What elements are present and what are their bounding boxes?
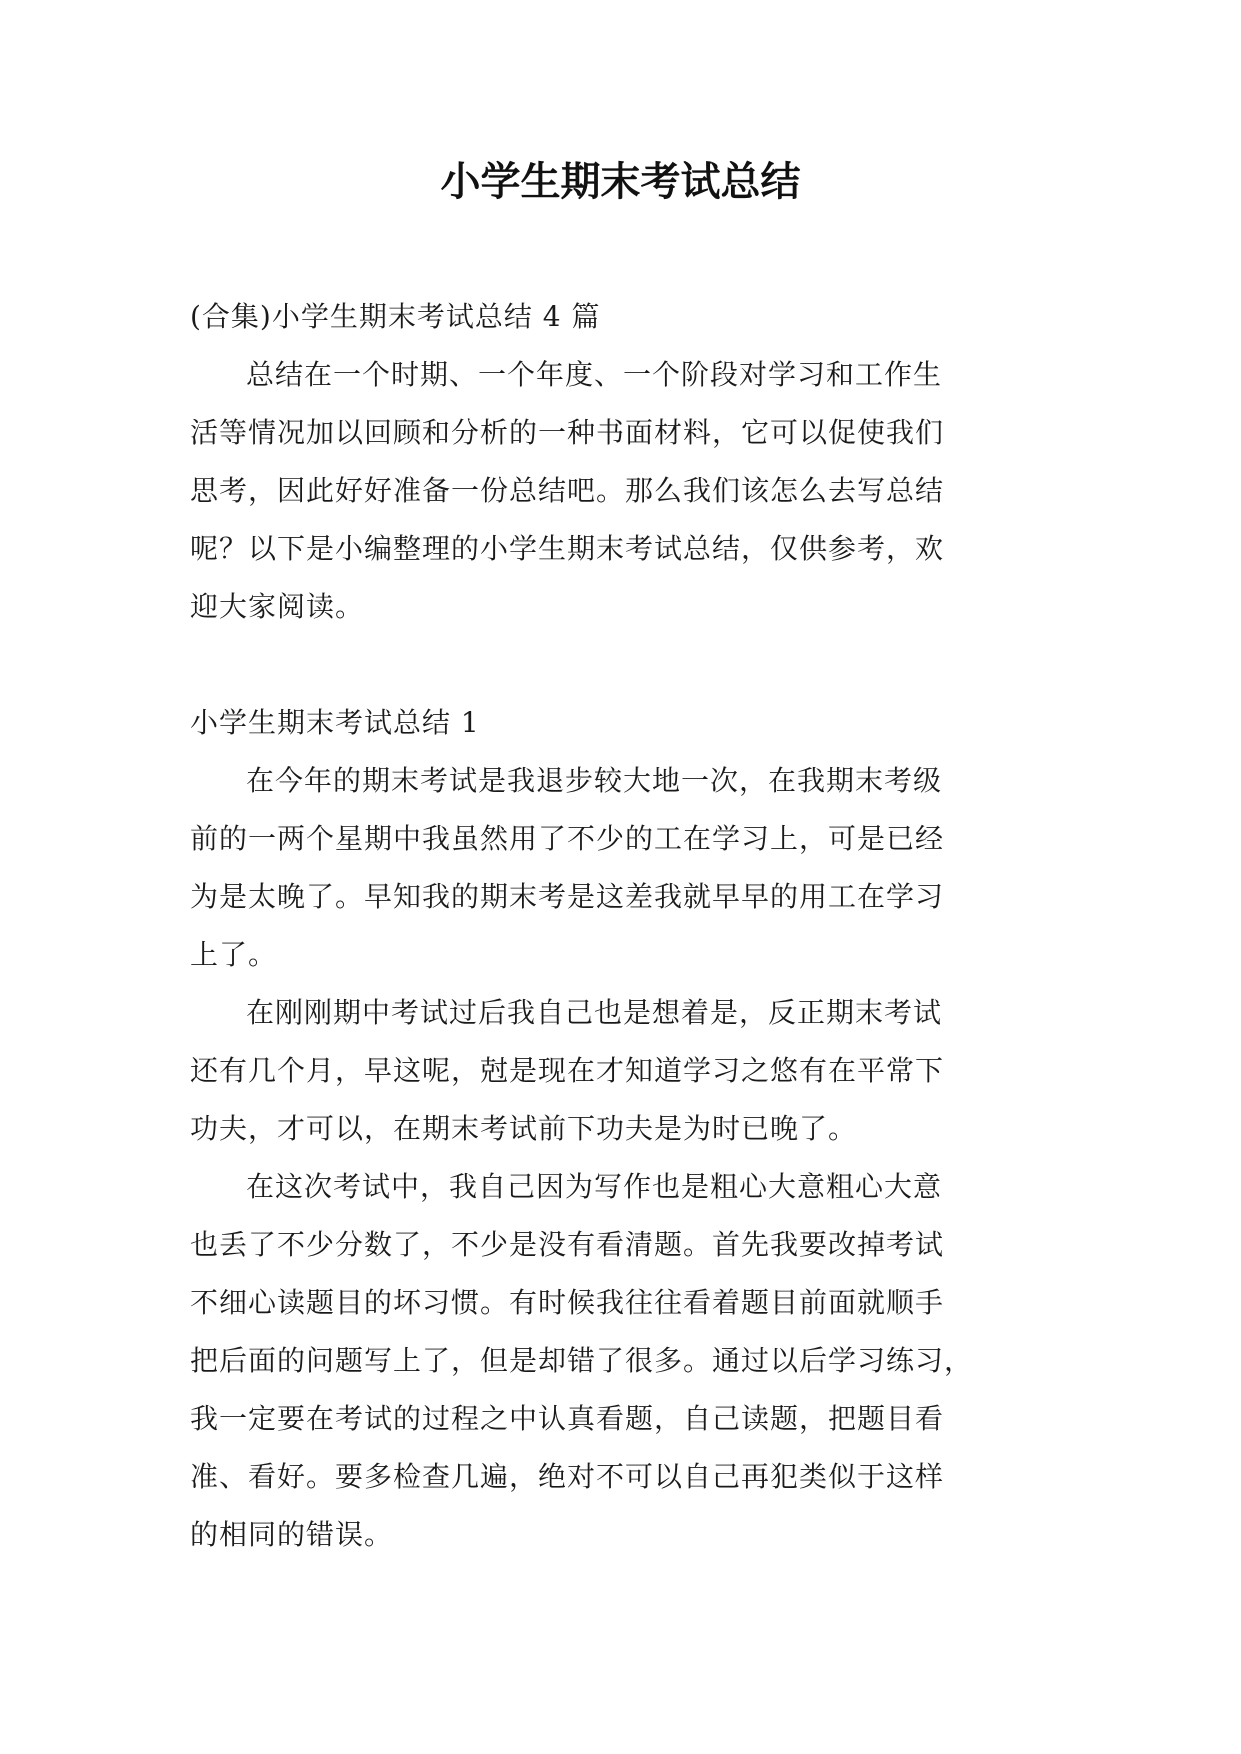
paragraph-line: 在今年的期末考试是我退步较大地一次，在我期末考级	[246, 764, 943, 797]
section-heading: 小学生期末考试总结 1	[190, 706, 480, 739]
paragraph-line: 准、看好。要多检查几遍，绝对不可以自己再犯类似于这样	[190, 1460, 945, 1493]
body-paragraph	[190, 984, 1052, 1158]
section-spacer	[190, 636, 1052, 694]
intro-paragraph	[190, 346, 1052, 636]
intro-line: 迎大家阅读。	[190, 590, 365, 623]
paragraph-line: 也丢了不少分数了，不少是没有看清题。首先我要改掉考试	[190, 1228, 945, 1261]
paragraph-line: 我一定要在考试的过程之中认真看题，自己读题，把题目看	[190, 1402, 945, 1435]
paragraph-line: 为是太晚了。早知我的期末考是这差我就早早的用工在学习	[190, 880, 945, 913]
intro-line: 呢？以下是小编整理的小学生期末考试总结，仅供参考，欢	[190, 532, 945, 565]
paragraph-line: 在刚刚期中考试过后我自己也是想着是，反正期末考试	[246, 996, 943, 1029]
document-body	[190, 288, 1052, 1564]
paragraph-line: 在这次考试中，我自己因为写作也是粗心大意粗心大意	[246, 1170, 943, 1203]
document-title: 小学生期末考试总结	[440, 159, 801, 205]
body-paragraph	[190, 752, 1052, 984]
paragraph-line: 前的一两个星期中我虽然用了不少的工在学习上，可是已经	[190, 822, 945, 855]
intro-line: 总结在一个时期、一个年度、一个阶段对学习和工作生	[246, 358, 943, 391]
paragraph-line: 不细心读题目的坏习惯。有时候我往往看着题目前面就顺手	[190, 1286, 945, 1319]
body-paragraph	[190, 1158, 1052, 1564]
paragraph-line: 把后面的问题写上了，但是却错了很多。通过以后学习练习，	[190, 1344, 974, 1377]
paragraph-line: 的相同的错误。	[190, 1518, 394, 1551]
intro-line: 思考，因此好好准备一份总结吧。那么我们该怎么去写总结	[190, 474, 945, 507]
collection-line: (合集)小学生期末考试总结 4 篇	[190, 300, 601, 333]
paragraph-line: 功夫，才可以，在期末考试前下功夫是为时已晚了。	[190, 1112, 858, 1145]
paragraph-line: 还有几个月，早这呢，尅是现在才知道学习之悠有在平常下	[190, 1054, 945, 1087]
intro-line: 活等情况加以回顾和分析的一种书面材料，它可以促使我们	[190, 416, 945, 449]
paragraph-line: 上了。	[190, 938, 278, 971]
